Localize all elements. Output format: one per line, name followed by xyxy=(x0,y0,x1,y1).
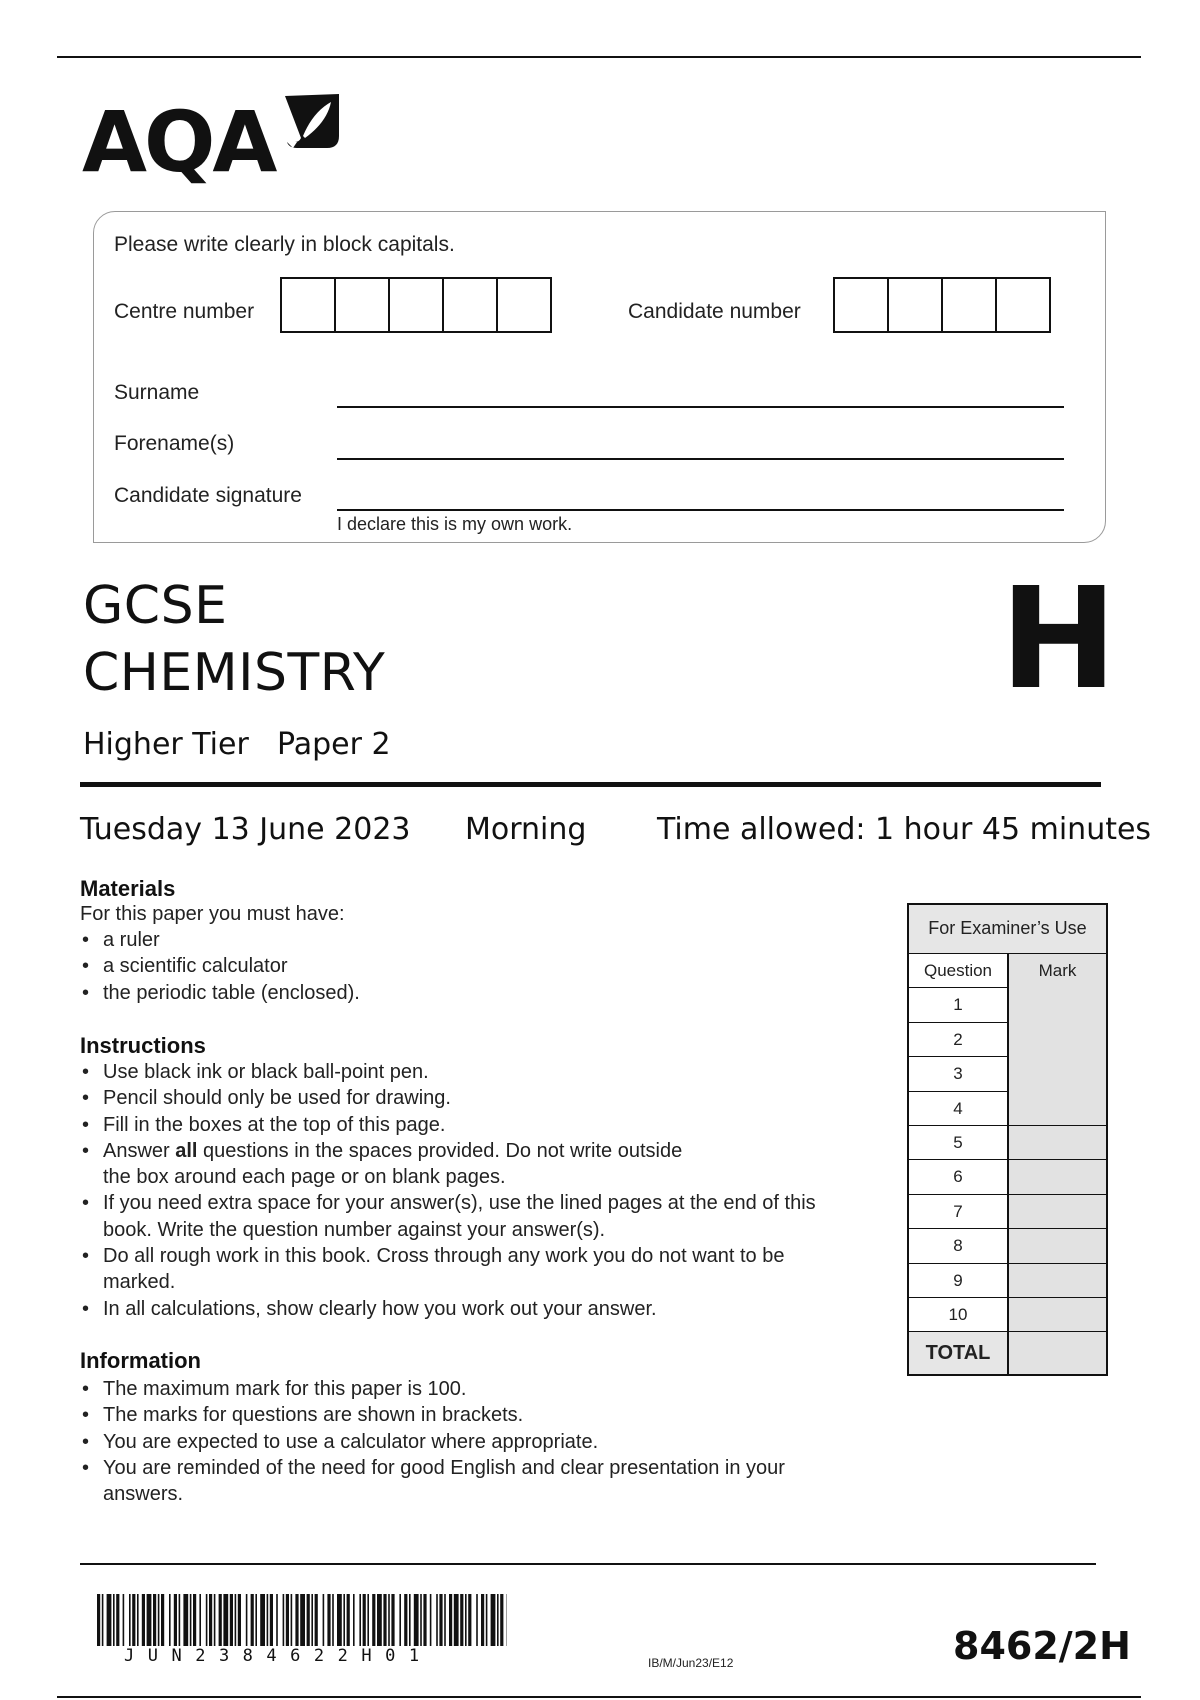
tier-label: Higher Tier xyxy=(83,727,249,762)
candidate-number-label: Candidate number xyxy=(628,300,801,323)
barcode-bar xyxy=(430,1594,432,1646)
list-item xyxy=(80,1138,870,1191)
forenames-label: Forename(s) xyxy=(114,432,235,455)
total-label: TOTAL xyxy=(909,1332,1009,1374)
barcode-bar xyxy=(276,1594,278,1646)
top-rule xyxy=(57,56,1141,58)
barcode-bar xyxy=(132,1594,135,1646)
mark-cell xyxy=(1009,1229,1106,1263)
list-item-text: Answer xyxy=(103,1139,176,1162)
barcode-bar xyxy=(399,1594,401,1646)
centre-number-label: Centre number xyxy=(114,300,255,323)
barcode-bar xyxy=(300,1594,305,1646)
candidate-number-boxes xyxy=(833,277,1051,333)
total-mark-cell xyxy=(1009,1332,1106,1374)
mark-cell xyxy=(1009,1023,1106,1057)
barcode-bar xyxy=(500,1594,503,1646)
barcode-bar xyxy=(193,1594,196,1646)
barcode-bar xyxy=(169,1594,171,1646)
declaration-text: I declare this is my own work. xyxy=(337,514,573,534)
barcode-bar xyxy=(311,1594,313,1646)
time-allowed: Time allowed: 1 hour 45 minutes xyxy=(657,812,1152,847)
footer-rule xyxy=(80,1563,1096,1565)
signature-label: Candidate signature xyxy=(114,484,302,507)
barcode-bar xyxy=(267,1594,269,1646)
centre-number-digit[interactable] xyxy=(334,277,390,333)
barcode-bar xyxy=(260,1594,265,1646)
question-number: 9 xyxy=(909,1264,1009,1298)
barcode-bar xyxy=(414,1594,419,1646)
candidate-number-digit[interactable] xyxy=(941,277,997,333)
barcode-bar xyxy=(283,1594,285,1646)
examiner-table-header-row xyxy=(909,954,1106,988)
barcode-bar xyxy=(377,1594,382,1646)
barcode-bar xyxy=(460,1594,463,1646)
total-row xyxy=(909,1332,1106,1374)
barcode-bar xyxy=(327,1594,330,1646)
centre-number-digit[interactable] xyxy=(280,277,336,333)
barcode-bar xyxy=(97,1594,100,1646)
table-row xyxy=(909,1023,1106,1057)
signature-field[interactable] xyxy=(337,509,1064,511)
question-column-header: Question xyxy=(909,954,1009,988)
paper-label: Paper 2 xyxy=(277,727,391,762)
list-item: • Do all rough work in this book. Cross through any work you do not want to be marked. xyxy=(80,1243,823,1296)
list-item-emphasis: all xyxy=(175,1139,198,1162)
table-row xyxy=(909,1298,1106,1332)
list-item: • Fill in the boxes at the top of this page. xyxy=(80,1112,870,1138)
table-row xyxy=(909,1195,1106,1229)
barcode-bar xyxy=(214,1594,216,1646)
centre-number-digit[interactable] xyxy=(442,277,498,333)
list-item: • Use black ink or black ball-point pen. xyxy=(80,1059,870,1085)
title-divider xyxy=(80,782,1101,787)
examiner-use-table xyxy=(907,903,1108,1376)
barcode-bar xyxy=(199,1594,201,1646)
information-list xyxy=(80,1376,840,1507)
barcode-bar xyxy=(255,1594,257,1646)
information-heading: Information xyxy=(80,1348,201,1373)
materials-heading: Materials xyxy=(80,876,176,901)
candidate-number-digit[interactable] xyxy=(833,277,889,333)
barcode-bar xyxy=(363,1594,366,1646)
barcode-bar xyxy=(107,1594,112,1646)
barcode-bar xyxy=(444,1594,446,1646)
list-item-text: the box around each page or on blank pages. xyxy=(103,1166,506,1189)
table-row xyxy=(909,1092,1106,1126)
barcode xyxy=(97,1594,507,1646)
barcode-bar xyxy=(174,1594,177,1646)
list-item: • Pencil should only be used for drawing. xyxy=(80,1085,870,1111)
table-row xyxy=(909,1229,1106,1263)
barcode-bar xyxy=(129,1594,131,1646)
question-number: 4 xyxy=(909,1092,1009,1126)
mark-cell xyxy=(1009,1126,1106,1160)
barcode-bar xyxy=(439,1594,442,1646)
centre-number-boxes xyxy=(280,277,552,333)
table-row xyxy=(909,1160,1106,1194)
surname-field[interactable] xyxy=(337,406,1064,408)
barcode-bar xyxy=(486,1594,488,1646)
forenames-field[interactable] xyxy=(337,458,1064,460)
barcode-bar xyxy=(142,1594,145,1646)
materials-intro: For this paper you must have: xyxy=(80,903,345,925)
barcode-bar xyxy=(251,1594,254,1646)
exam-date: Tuesday 13 June 2023 xyxy=(80,812,411,847)
barcode-bar xyxy=(468,1594,471,1646)
candidate-number-digit[interactable] xyxy=(887,277,943,333)
mark-cell xyxy=(1009,1092,1106,1126)
barcode-bar xyxy=(116,1594,119,1646)
question-number: 6 xyxy=(909,1160,1009,1194)
barcode-bar xyxy=(206,1594,208,1646)
paper-code: 8462/2H xyxy=(953,1624,1131,1668)
barcode-bar xyxy=(409,1594,411,1646)
barcode-bar xyxy=(286,1594,289,1646)
barcode-bar xyxy=(307,1594,310,1646)
barcode-bar xyxy=(158,1594,160,1646)
list-item: • a scientific calculator xyxy=(80,953,360,979)
barcode-bar xyxy=(404,1594,407,1646)
mark-cell xyxy=(1009,1298,1106,1332)
question-number: 1 xyxy=(909,988,1009,1022)
barcode-bar xyxy=(420,1594,422,1646)
qualification-title: GCSE xyxy=(83,576,228,636)
centre-number-digit[interactable] xyxy=(388,277,444,333)
barcode-bar xyxy=(238,1594,241,1646)
centre-number-digit[interactable] xyxy=(496,277,552,333)
mark-cell xyxy=(1009,1264,1106,1298)
question-number: 8 xyxy=(909,1229,1009,1263)
barcode-bar xyxy=(270,1594,273,1646)
barcode-bar xyxy=(113,1594,115,1646)
list-item: • You are reminded of the need for good English and clear presentation in your answers. xyxy=(80,1455,803,1508)
barcode-bar xyxy=(391,1594,394,1646)
examiner-table-title: For Examiner’s Use xyxy=(909,905,1106,954)
table-row xyxy=(909,988,1106,1022)
list-item: • In all calculations, show clearly how you work out your answer. xyxy=(80,1296,870,1322)
list-item: • The maximum mark for this paper is 100. xyxy=(80,1376,840,1402)
barcode-bar xyxy=(347,1594,350,1646)
barcode-bar xyxy=(295,1594,298,1646)
barcode-bar xyxy=(161,1594,164,1646)
question-number: 2 xyxy=(909,1023,1009,1057)
instructions-heading: Instructions xyxy=(80,1033,206,1058)
mark-cell xyxy=(1009,1195,1106,1229)
materials-list xyxy=(80,927,360,1006)
barcode-bar xyxy=(137,1594,139,1646)
barcode-bar xyxy=(315,1594,318,1646)
list-item: • You are expected to use a calculator where appropriate. xyxy=(80,1429,840,1455)
table-row xyxy=(909,1264,1106,1298)
barcode-bar xyxy=(465,1594,467,1646)
barcode-bar xyxy=(383,1594,386,1646)
barcode-text: JUN2384622H01 xyxy=(124,1646,433,1666)
mark-cell xyxy=(1009,1160,1106,1194)
barcode-bar xyxy=(343,1594,345,1646)
instructions-list xyxy=(80,1059,870,1322)
question-number: 3 xyxy=(909,1057,1009,1091)
subject-title: CHEMISTRY xyxy=(83,643,386,703)
barcode-bar xyxy=(183,1594,188,1646)
question-number: 5 xyxy=(909,1126,1009,1160)
barcode-bar xyxy=(235,1594,237,1646)
list-item: • If you need extra space for your answer(s), use the lined pages at the end of this book. Write the question number against your answer(s). xyxy=(80,1190,863,1243)
barcode-bar xyxy=(423,1594,426,1646)
barcode-bar xyxy=(219,1594,222,1646)
block-capitals-instruction: Please write clearly in block capitals. xyxy=(114,233,455,256)
barcode-bar xyxy=(291,1594,293,1646)
list-item: • the periodic table (enclosed). xyxy=(80,980,360,1006)
table-row xyxy=(909,1057,1106,1091)
aqa-leaf-icon xyxy=(283,92,341,150)
list-item: • The marks for questions are shown in brackets. xyxy=(80,1402,840,1428)
barcode-bar xyxy=(449,1594,452,1646)
barcode-bar xyxy=(481,1594,484,1646)
barcode-bar xyxy=(436,1594,438,1646)
barcode-bar xyxy=(223,1594,228,1646)
question-number: 7 xyxy=(909,1195,1009,1229)
barcode-bar xyxy=(209,1594,212,1646)
question-number: 10 xyxy=(909,1298,1009,1332)
mark-column-header: Mark xyxy=(1009,954,1106,988)
surname-label: Surname xyxy=(114,381,200,404)
barcode-bar xyxy=(179,1594,181,1646)
paper-reference: IB/M/Jun23/E12 xyxy=(648,1656,734,1670)
barcode-bar xyxy=(323,1594,325,1646)
barcode-bar xyxy=(123,1594,125,1646)
mark-cell xyxy=(1009,1057,1106,1091)
barcode-bar xyxy=(353,1594,355,1646)
barcode-bar xyxy=(190,1594,192,1646)
barcode-bar xyxy=(476,1594,478,1646)
list-item: • a ruler xyxy=(80,927,360,953)
list-item-text: questions in the spaces provided. Do not write outside xyxy=(197,1139,683,1162)
barcode-bar xyxy=(337,1594,342,1646)
barcode-bar xyxy=(102,1594,104,1646)
barcode-bar xyxy=(454,1594,459,1646)
bottom-rule xyxy=(57,1696,1141,1698)
tier-letter: H xyxy=(1000,558,1118,721)
barcode-bar xyxy=(147,1594,152,1646)
barcode-bar xyxy=(388,1594,390,1646)
table-row xyxy=(909,1126,1106,1160)
barcode-bar xyxy=(359,1594,361,1646)
barcode-bar xyxy=(372,1594,375,1646)
aqa-logo-text: AQA xyxy=(82,93,275,191)
barcode-bar xyxy=(367,1594,369,1646)
candidate-number-digit[interactable] xyxy=(995,277,1051,333)
barcode-bar xyxy=(153,1594,156,1646)
barcode-bar xyxy=(332,1594,334,1646)
barcode-bar xyxy=(491,1594,496,1646)
mark-cell xyxy=(1009,988,1106,1022)
barcode-bar xyxy=(230,1594,233,1646)
exam-session: Morning xyxy=(465,812,587,847)
barcode-bar xyxy=(246,1594,248,1646)
barcode-bar xyxy=(497,1594,499,1646)
